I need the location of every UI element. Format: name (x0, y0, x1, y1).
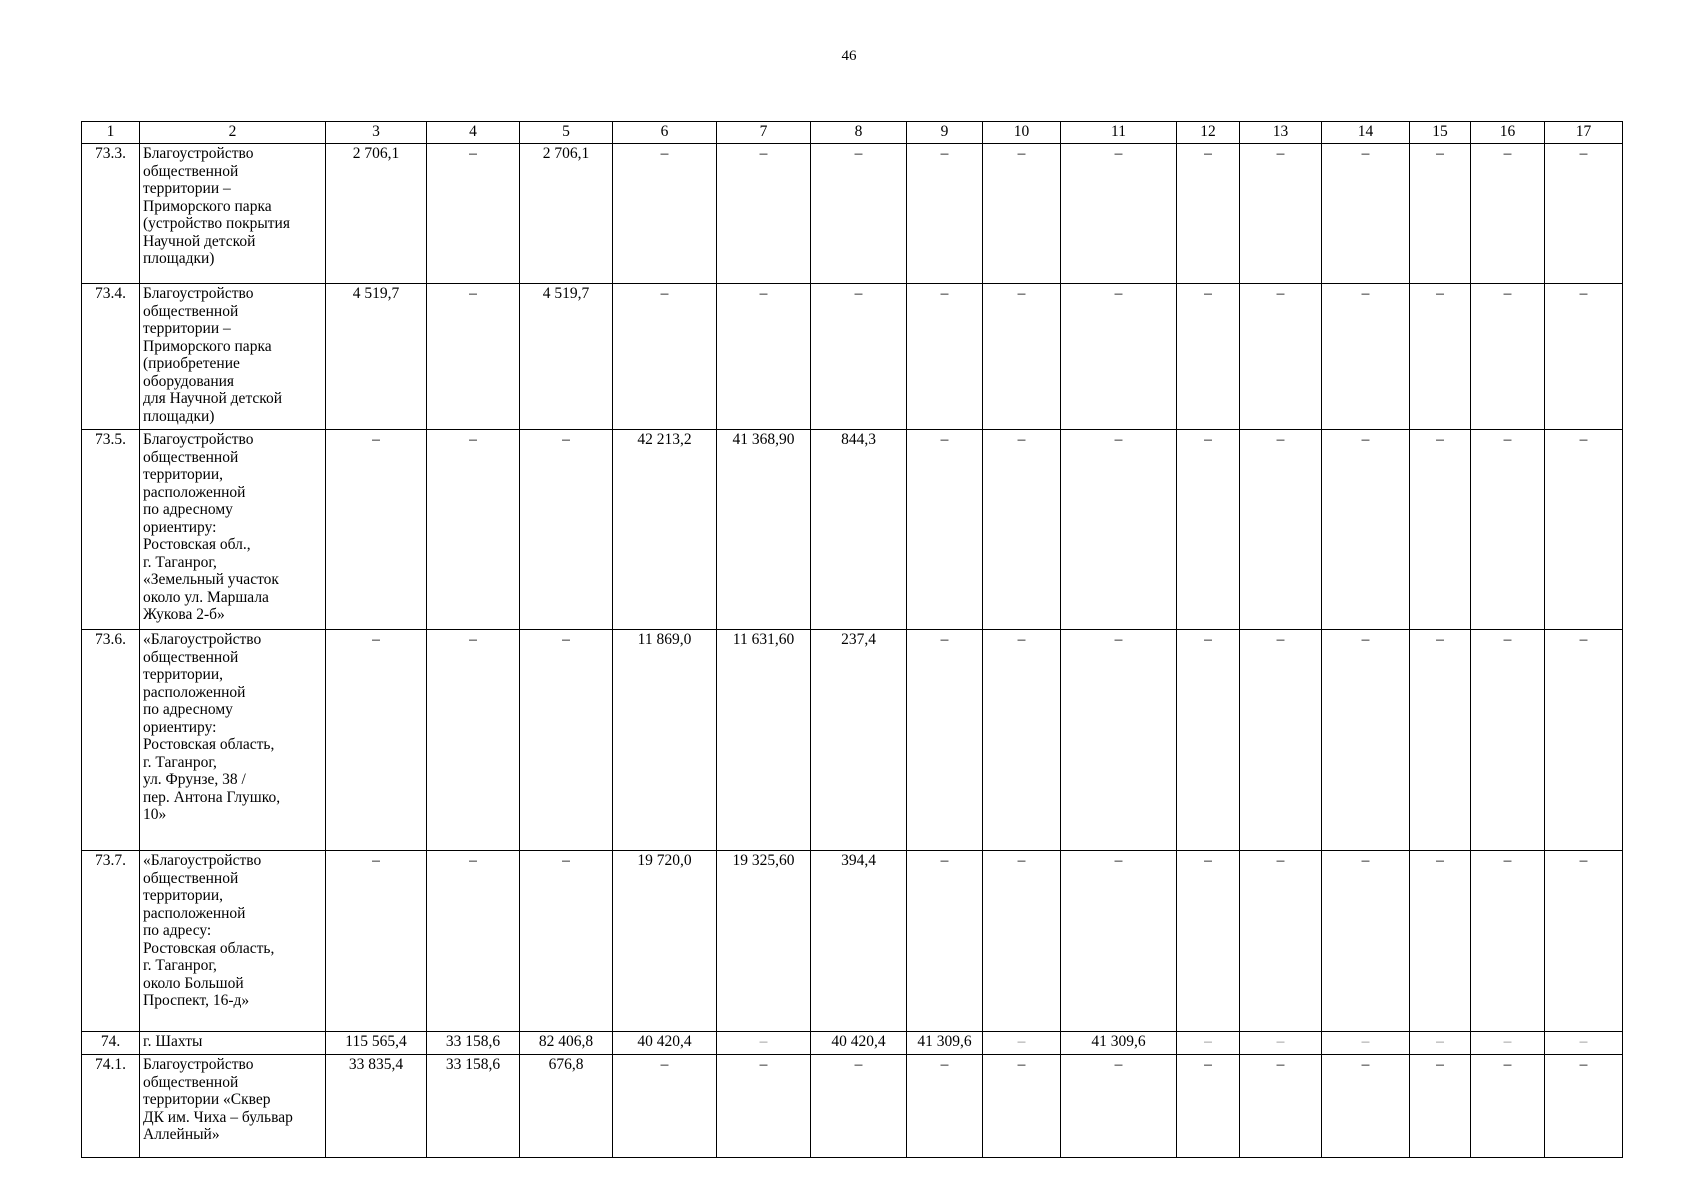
row-name-line: оборудования (143, 372, 235, 390)
cell-value: – (1322, 851, 1410, 1032)
cell-value: – (1240, 144, 1322, 284)
cell-value: – (1177, 144, 1240, 284)
cell-value: 115 565,4 (326, 1032, 427, 1055)
column-header: 15 (1410, 122, 1471, 144)
cell-value: – (1240, 430, 1322, 630)
cell-value: – (613, 284, 717, 430)
table-row (82, 630, 1623, 851)
cell-value: – (983, 284, 1061, 430)
column-header: 10 (983, 122, 1061, 144)
column-header: 12 (1177, 122, 1240, 144)
cell-value: – (983, 1032, 1061, 1055)
cell-value: – (907, 284, 983, 430)
cell-value: – (427, 430, 520, 630)
cell-value: – (1240, 630, 1322, 851)
cell-value: – (907, 144, 983, 284)
cell-value: – (1177, 1032, 1240, 1055)
row-number: 73.4. (82, 284, 140, 430)
row-name-line: площадки) (143, 250, 215, 267)
cell-value: – (1240, 284, 1322, 430)
cell-value: – (1322, 284, 1410, 430)
row-name-line: территории «Сквер (143, 1091, 271, 1108)
data-table (81, 121, 1623, 1158)
row-name-line: (приобретение (143, 355, 240, 372)
cell-value: 33 158,6 (427, 1032, 520, 1055)
cell-value: – (907, 1055, 983, 1158)
cell-value: – (1061, 851, 1177, 1032)
cell-value: – (326, 851, 427, 1032)
cell-value: 4 519,7 (326, 284, 427, 430)
row-name-line: Благоустройство (143, 285, 254, 302)
cell-value: – (326, 430, 427, 630)
cell-value: 2 706,1 (326, 144, 427, 284)
cell-value: – (326, 630, 427, 851)
cell-value: – (1471, 851, 1545, 1032)
table-row (82, 144, 1623, 284)
cell-value: – (1322, 1032, 1410, 1055)
row-name-line: пер. Антона Глушко, (143, 788, 281, 806)
cell-value: – (520, 430, 613, 630)
row-name-line: Благоустройство (143, 1056, 254, 1073)
column-header: 9 (907, 122, 983, 144)
cell-value: – (983, 430, 1061, 630)
row-name-line: Приморского парка (143, 197, 272, 215)
row-name-line: общественной (143, 869, 239, 887)
cell-value: – (1410, 630, 1471, 851)
column-header: 16 (1471, 122, 1545, 144)
cell-value: – (1545, 1055, 1623, 1158)
cell-value: – (520, 851, 613, 1032)
cell-value: – (1410, 144, 1471, 284)
cell-value: – (1545, 851, 1623, 1032)
row-name-line: территории, (143, 466, 223, 483)
column-header: 17 (1545, 122, 1623, 144)
cell-value: – (427, 630, 520, 851)
row-name-line: г. Таганрог, (143, 753, 217, 771)
row-name-line: Ростовская область, (143, 736, 275, 753)
row-name-line: ул. Фрунзе, 38 / (143, 771, 246, 788)
cell-value: 33 835,4 (326, 1055, 427, 1158)
row-name-line: Научной детской (143, 232, 256, 250)
cell-value: – (983, 1055, 1061, 1158)
table-row (82, 1032, 1623, 1055)
row-name-line: г. Таганрог, (143, 957, 217, 974)
cell-value: 41 309,6 (907, 1032, 983, 1055)
row-number: 74. (82, 1032, 140, 1055)
row-name (140, 1055, 326, 1158)
row-name-line: Благоустройство (143, 431, 254, 448)
cell-value: – (520, 630, 613, 851)
cell-value: – (1061, 144, 1177, 284)
row-name-line: ориентиру: (143, 518, 217, 536)
row-name (140, 630, 326, 851)
cell-value: – (1410, 284, 1471, 430)
row-name-line: ДК им. Чиха – бульвар (143, 1108, 293, 1126)
cell-value: – (811, 284, 907, 430)
cell-value: – (427, 144, 520, 284)
row-name-line: ориентиру: (143, 718, 217, 736)
cell-value: 11 631,60 (717, 630, 811, 851)
cell-value: 2 706,1 (520, 144, 613, 284)
row-name (140, 1032, 326, 1055)
cell-value: 41 368,90 (717, 430, 811, 630)
row-name-line: площадки) (143, 407, 215, 425)
column-header: 4 (427, 122, 520, 144)
cell-value: – (1545, 284, 1623, 430)
row-name-line: территории, (143, 887, 223, 904)
cell-value: – (1410, 430, 1471, 630)
cell-value: – (1177, 630, 1240, 851)
column-header: 5 (520, 122, 613, 144)
cell-value: – (1061, 1055, 1177, 1158)
row-number: 73.6. (82, 630, 140, 851)
row-name-line: территории, (143, 666, 223, 683)
row-name (140, 851, 326, 1032)
cell-value: – (907, 430, 983, 630)
row-name-line: г. Шахты (143, 1033, 203, 1050)
row-name-line: для Научной детской (143, 390, 283, 407)
cell-value: – (1322, 630, 1410, 851)
column-header: 1 (82, 122, 140, 144)
row-name-line: г. Таганрог, (143, 553, 217, 571)
row-name-line: расположенной (143, 904, 246, 922)
cell-value: – (1240, 851, 1322, 1032)
cell-value: – (1061, 284, 1177, 430)
cell-value: – (1061, 630, 1177, 851)
row-name-line: по адресному (143, 501, 233, 518)
row-name-line: Жукова 2-б» (143, 606, 225, 623)
cell-value: – (1177, 1055, 1240, 1158)
cell-value: 42 213,2 (613, 430, 717, 630)
column-header: 11 (1061, 122, 1177, 144)
row-name-line: расположенной (143, 483, 246, 501)
cell-value: – (1471, 430, 1545, 630)
row-number: 74.1. (82, 1055, 140, 1158)
cell-value: – (1471, 1032, 1545, 1055)
cell-value: – (1471, 284, 1545, 430)
cell-value: – (1410, 851, 1471, 1032)
row-name-line: общественной (143, 1073, 239, 1091)
cell-value: 19 720,0 (613, 851, 717, 1032)
cell-value: – (1177, 284, 1240, 430)
row-name-line: территории – (143, 180, 231, 197)
header-row (82, 122, 1623, 144)
cell-value: 40 420,4 (811, 1032, 907, 1055)
row-name-line: расположенной (143, 683, 246, 701)
cell-value: – (1240, 1055, 1322, 1158)
cell-value: 844,3 (811, 430, 907, 630)
cell-value: – (1240, 1032, 1322, 1055)
column-header: 13 (1240, 122, 1322, 144)
cell-value: 82 406,8 (520, 1032, 613, 1055)
row-name (140, 430, 326, 630)
row-name (140, 284, 326, 430)
cell-value: 33 158,6 (427, 1055, 520, 1158)
cell-value: – (811, 144, 907, 284)
row-name-line: Благоустройство (143, 145, 254, 162)
row-name-line: общественной (143, 162, 239, 180)
cell-value: – (1322, 430, 1410, 630)
row-number: 73.3. (82, 144, 140, 284)
row-name-line: 10» (143, 806, 167, 823)
row-number: 73.7. (82, 851, 140, 1032)
cell-value: 19 325,60 (717, 851, 811, 1032)
cell-value: 40 420,4 (613, 1032, 717, 1055)
row-name-line: общественной (143, 448, 239, 466)
row-name-line: Проспект, 16-д» (143, 992, 250, 1009)
cell-value: 4 519,7 (520, 284, 613, 430)
cell-value: 237,4 (811, 630, 907, 851)
row-name-line: Ростовская обл., (143, 536, 251, 553)
cell-value: – (1410, 1032, 1471, 1055)
column-header: 8 (811, 122, 907, 144)
row-number: 73.5. (82, 430, 140, 630)
cell-value: – (613, 1055, 717, 1158)
cell-value: – (1545, 630, 1623, 851)
cell-value: 676,8 (520, 1055, 613, 1158)
cell-value: 41 309,6 (1061, 1032, 1177, 1055)
cell-value: – (907, 851, 983, 1032)
cell-value: – (1545, 430, 1623, 630)
row-name (140, 144, 326, 284)
cell-value: 11 869,0 (613, 630, 717, 851)
column-header: 2 (140, 122, 326, 144)
column-header: 3 (326, 122, 427, 144)
row-name-line: Приморского парка (143, 337, 272, 355)
cell-value: – (427, 284, 520, 430)
row-name-line: «Земельный участок (143, 571, 279, 588)
row-name-line: общественной (143, 302, 239, 320)
table-body (82, 144, 1623, 1158)
cell-value: – (1545, 1032, 1623, 1055)
row-name-line: общественной (143, 648, 239, 666)
row-name-line: территории – (143, 320, 231, 337)
cell-value: – (1061, 430, 1177, 630)
cell-value: – (907, 630, 983, 851)
row-name-line: «Благоустройство (143, 852, 262, 869)
cell-value: – (1471, 144, 1545, 284)
row-name-line: около Большой (143, 974, 244, 992)
cell-value: – (983, 144, 1061, 284)
cell-value: – (717, 1032, 811, 1055)
column-header: 7 (717, 122, 811, 144)
cell-value: – (717, 1055, 811, 1158)
cell-value: – (1322, 1055, 1410, 1158)
cell-value: – (427, 851, 520, 1032)
column-header: 14 (1322, 122, 1410, 144)
cell-value: – (811, 1055, 907, 1158)
cell-value: 394,4 (811, 851, 907, 1032)
row-name-line: (устройство покрытия (143, 215, 290, 232)
row-name-line: по адресному (143, 701, 233, 718)
cell-value: – (1410, 1055, 1471, 1158)
table-row (82, 851, 1623, 1032)
cell-value: – (1545, 144, 1623, 284)
cell-value: – (1471, 1055, 1545, 1158)
cell-value: – (1471, 630, 1545, 851)
table-row (82, 1055, 1623, 1158)
table-row (82, 430, 1623, 630)
cell-value: – (983, 851, 1061, 1032)
row-name-line: «Благоустройство (143, 631, 262, 648)
row-name-line: Ростовская область, (143, 939, 275, 957)
cell-value: – (717, 284, 811, 430)
row-name-line: по адресу: (143, 922, 212, 939)
cell-value: – (717, 144, 811, 284)
column-header: 6 (613, 122, 717, 144)
row-name-line: около ул. Маршала (143, 588, 269, 606)
table-row (82, 284, 1623, 430)
page-number: 46 (841, 48, 857, 64)
cell-value: – (613, 144, 717, 284)
cell-value: – (1322, 144, 1410, 284)
cell-value: – (1177, 851, 1240, 1032)
cell-value: – (983, 630, 1061, 851)
row-name-line: Аллейный» (143, 1126, 220, 1143)
cell-value: – (1177, 430, 1240, 630)
